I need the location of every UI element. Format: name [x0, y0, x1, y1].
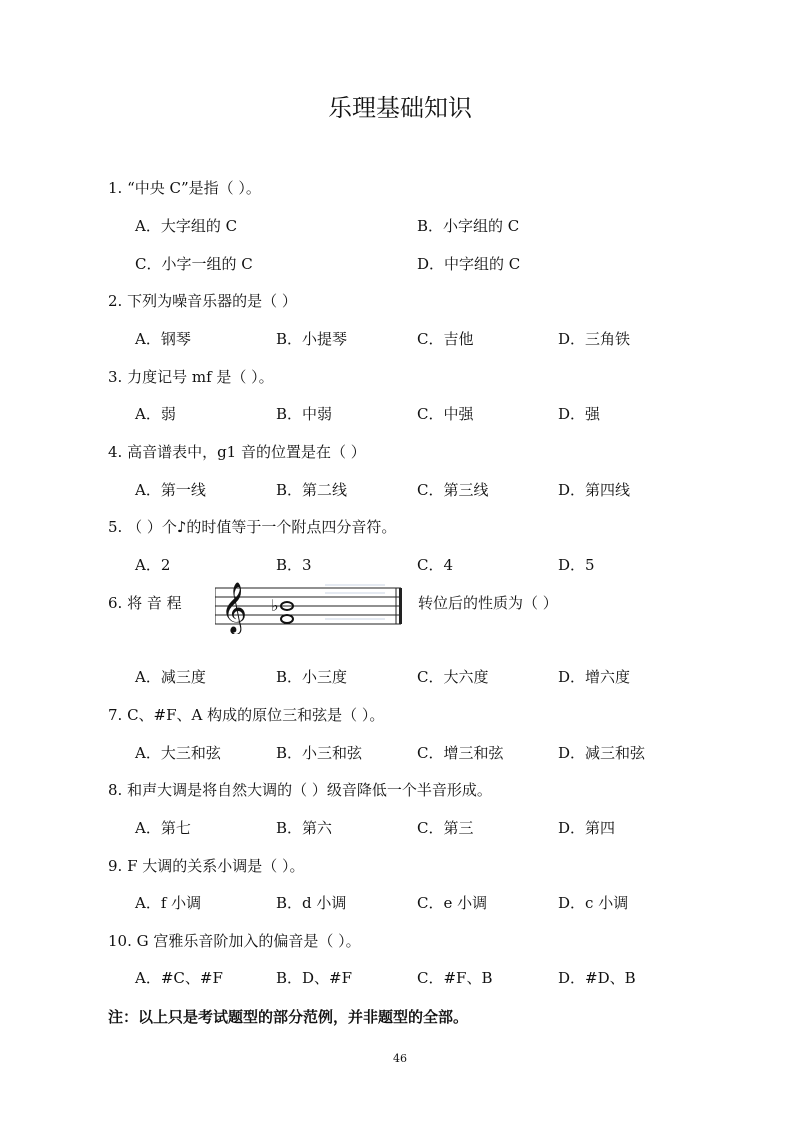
- question-9: 9. F 大调的关系小调是（ ）。: [108, 857, 305, 875]
- interval-staff-image: [215, 578, 405, 634]
- q10-option-c: C．#F、B: [417, 969, 493, 987]
- q10-option-a: A．#C、#F: [135, 969, 223, 987]
- q9-option-d: D．c 小调: [558, 894, 629, 912]
- q2-option-b: B．小提琴: [276, 330, 348, 348]
- question-1: 1. “中央 C”是指（ ）。: [108, 179, 261, 197]
- q9-option-a: A．f 小调: [135, 894, 202, 912]
- q4-option-b: B．第二线: [276, 481, 348, 499]
- q6-option-c: C．大六度: [417, 668, 489, 686]
- question-2: 2. 下列为噪音乐器的是（ ）: [108, 292, 297, 310]
- q2-option-a: A．钢琴: [135, 330, 191, 348]
- q6-option-a: A．减三度: [135, 668, 206, 686]
- page-title: 乐理基础知识: [328, 94, 472, 122]
- q7-option-a: A．大三和弦: [135, 744, 221, 762]
- q6-option-d: D．增六度: [558, 668, 631, 686]
- q3-option-b: B．中弱: [276, 405, 333, 423]
- treble-clef-icon: 𝄞: [221, 582, 248, 633]
- footnote: 注：以上只是考试题型的部分范例，并非题型的全部。: [108, 1008, 469, 1026]
- question-8: 8. 和声大调是将自然大调的（ ）级音降低一个半音形成。: [108, 781, 492, 799]
- q1-option-b: B．小字组的 C: [417, 217, 520, 235]
- q3-option-a: A．弱: [135, 405, 176, 423]
- q4-option-d: D．第四线: [558, 481, 631, 499]
- q5-option-b: B．3: [276, 556, 312, 574]
- flat-icon: ♭: [271, 596, 279, 615]
- q1-option-c: C．小字一组的 C: [135, 255, 253, 273]
- q10-option-d: D．#D、B: [558, 969, 636, 987]
- question-4: 4. 高音谱表中，g1 音的位置是在（ ）: [108, 443, 366, 461]
- q1-option-a: A．大字组的 C: [135, 217, 238, 235]
- q7-option-c: C．增三和弦: [417, 744, 504, 762]
- q3-option-d: D．强: [558, 405, 601, 423]
- q5-option-a: A．2: [135, 556, 171, 574]
- page-number: 46: [393, 1052, 407, 1065]
- question-6-right: 转位后的性质为（ ）: [418, 594, 558, 612]
- question-5: 5. （ ）个♪的时值等于一个附点四分音符。: [108, 518, 397, 536]
- q4-option-a: A．第一线: [135, 481, 206, 499]
- lower-whole-note: [281, 615, 293, 623]
- q8-option-c: C．第三: [417, 819, 474, 837]
- q2-option-d: D．三角铁: [558, 330, 631, 348]
- q8-option-d: D．第四: [558, 819, 616, 837]
- q7-option-d: D．减三和弦: [558, 744, 646, 762]
- q9-option-b: B．d 小调: [276, 894, 347, 912]
- q5-option-d: D．5: [558, 556, 595, 574]
- q3-option-c: C．中强: [417, 405, 474, 423]
- q9-option-c: C．e 小调: [417, 894, 488, 912]
- q2-option-c: C．吉他: [417, 330, 474, 348]
- q6-option-b: B．小三度: [276, 668, 348, 686]
- question-3: 3. 力度记号 mf 是（ ）。: [108, 368, 274, 386]
- question-10: 10. G 宫雅乐音阶加入的偏音是（ ）。: [108, 932, 361, 950]
- q8-option-b: B．第六: [276, 819, 333, 837]
- q4-option-c: C．第三线: [417, 481, 489, 499]
- q10-option-b: B．D、#F: [276, 969, 353, 987]
- q7-option-b: B．小三和弦: [276, 744, 363, 762]
- q8-option-a: A．第七: [135, 819, 191, 837]
- question-6-left: 6. 将 音 程: [108, 594, 182, 612]
- question-7: 7. C、#F、A 构成的原位三和弦是（ ）。: [108, 706, 385, 724]
- q1-option-d: D．中字组的 C: [417, 255, 521, 273]
- q5-option-c: C．4: [417, 556, 454, 574]
